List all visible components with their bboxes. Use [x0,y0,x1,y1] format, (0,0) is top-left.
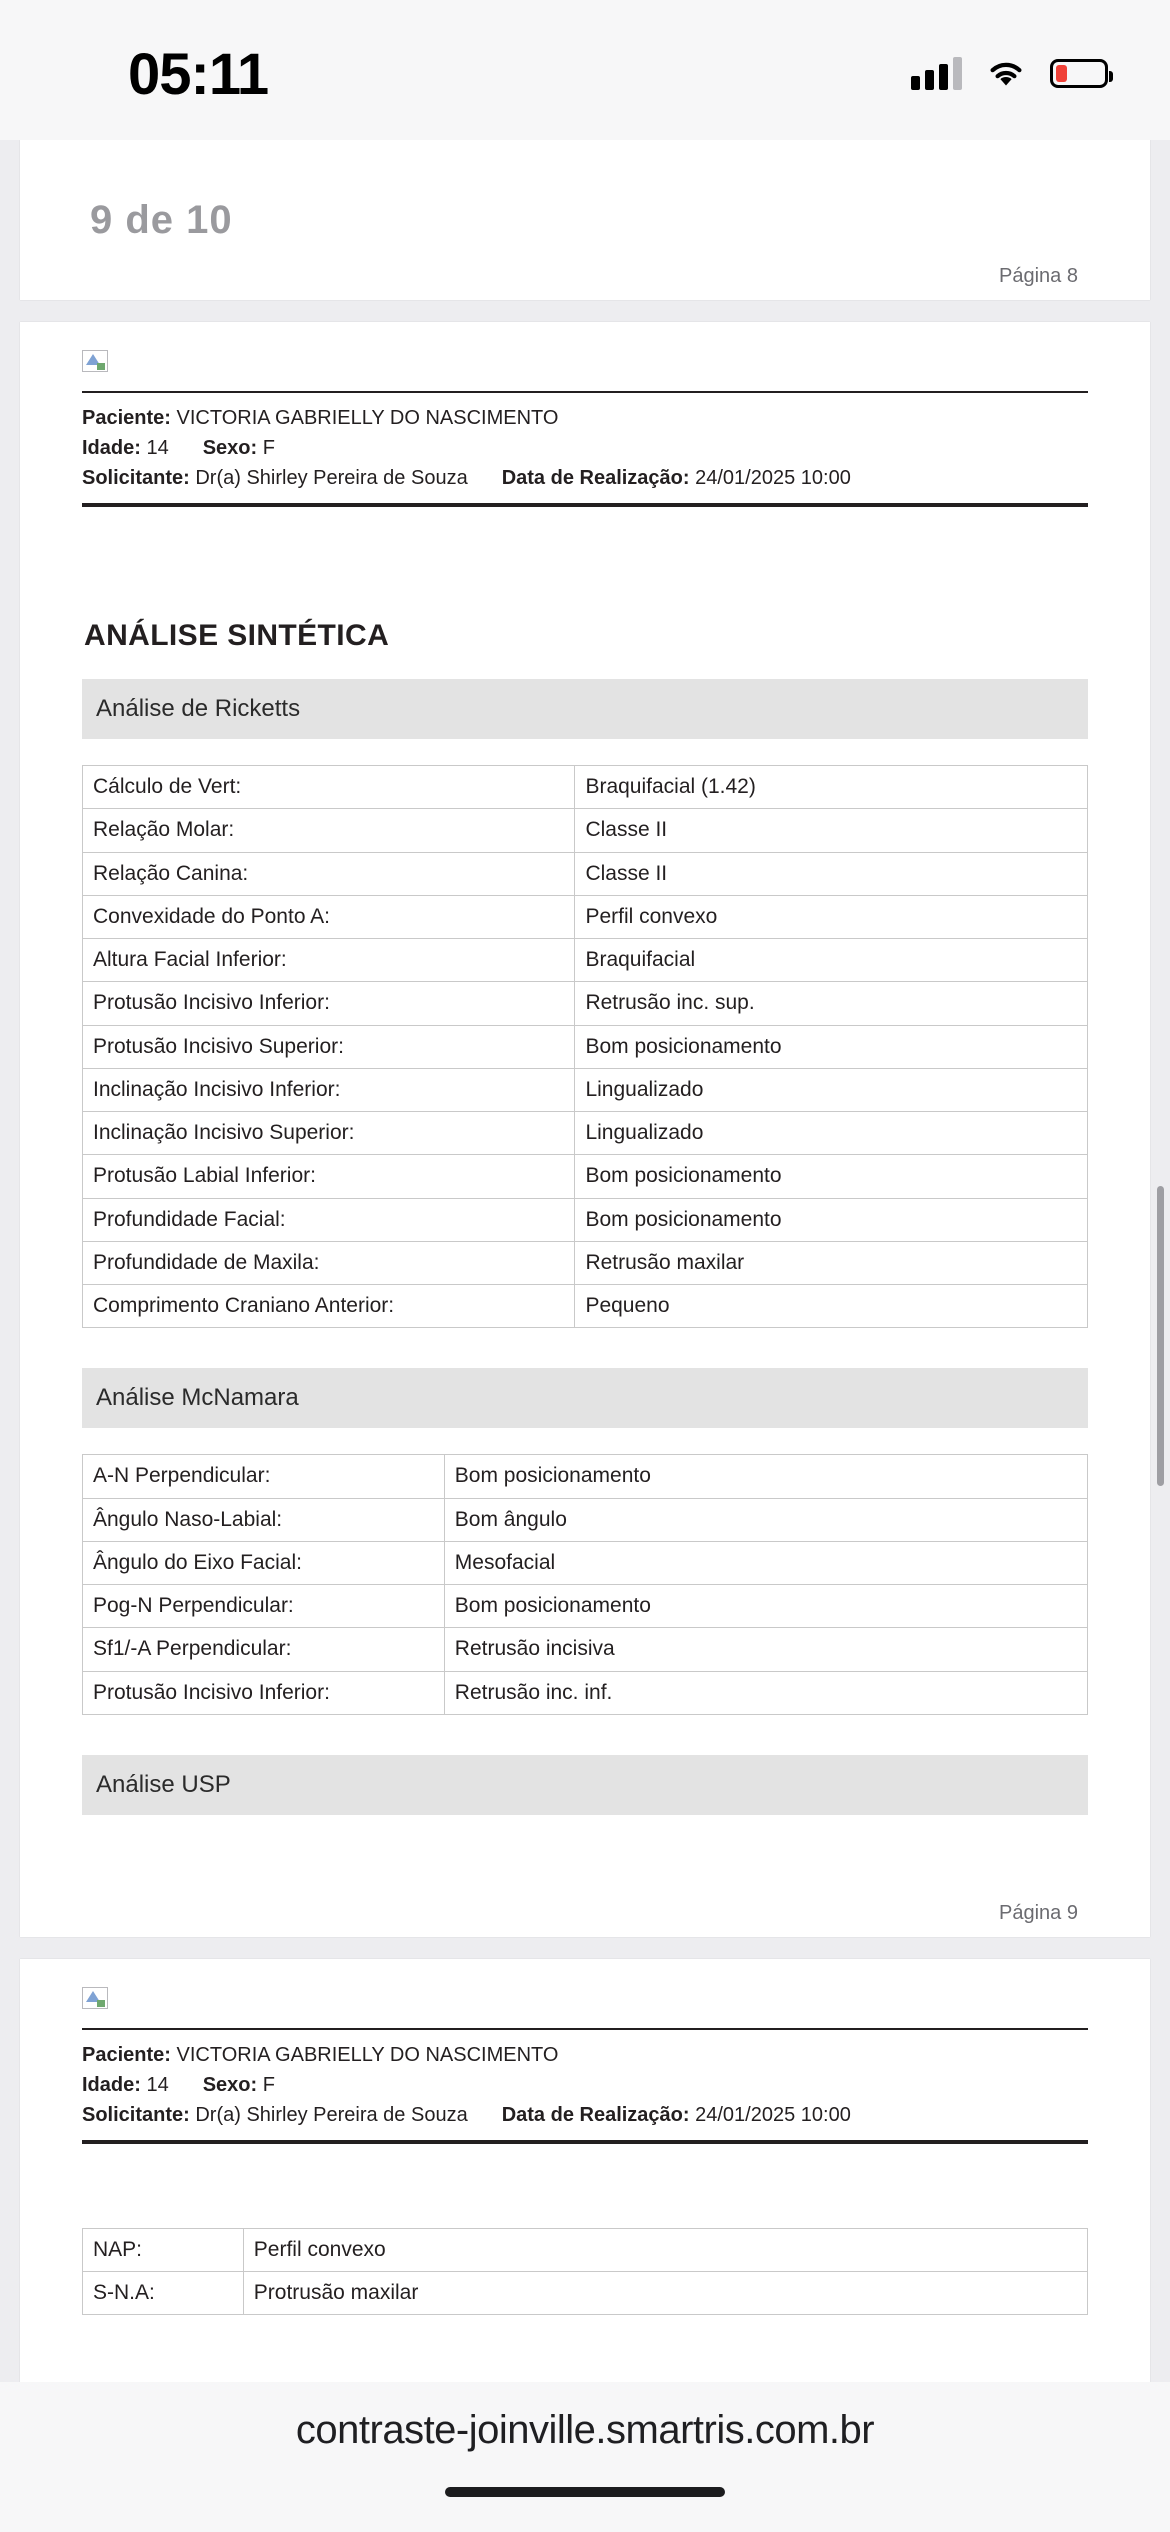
home-indicator[interactable] [445,2487,725,2497]
header-divider-top [82,2028,1088,2030]
url-text[interactable]: contraste-joinville.smartris.com.br [295,2408,875,2452]
table-row: Relação Molar: Classe II [83,809,1088,852]
patient-header [82,2040,1088,2130]
table-row: Sf1/-A Perpendicular: Retrusão incisiva [83,1628,1088,1671]
table-row: Protusão Incisivo Inferior: Retrusão inc. sup. [83,982,1088,1025]
battery-low-icon [1050,59,1108,88]
table-row: Protusão Incisivo Inferior: Retrusão inc. inf. [83,1671,1088,1714]
age-value: 14 [146,2073,169,2096]
age-value: 14 [146,437,169,459]
header-divider-bottom [82,503,1088,507]
table-row: Cálculo de Vert: Braquifacial (1.42) [83,766,1088,809]
sex-label: Sexo: [202,437,258,459]
pdf-page-8-fragment [20,140,1150,300]
sex-value: F [262,437,275,459]
subsection-header-usp: Análise USP [82,1755,1088,1815]
table-row: Ângulo Naso-Labial: Bom ângulo [83,1498,1088,1541]
sex-label: Sexo: [202,2073,258,2096]
page-counter: 9 de 10 [90,198,233,242]
subsection-header-mcnamara: Análise McNamara [82,1368,1088,1428]
table-row: Protusão Labial Inferior: Bom posicionamento [83,1155,1088,1198]
header-divider-bottom [82,2140,1088,2144]
table-row: S-N.A: Protrusão maxilar [83,2272,1088,2315]
exam-date-label: Data de Realização: [501,467,690,489]
pdf-document-viewer[interactable] [0,140,1170,2382]
page-footer-label: Página 9 [999,1901,1078,1924]
exam-date-value: 24/01/2025 10:00 [695,2103,851,2126]
table-row: Profundidade Facial: Bom posicionamento [83,1198,1088,1241]
requester-label: Solicitante: [82,467,190,489]
table-row: A-N Perpendicular: Bom posicionamento [83,1455,1088,1498]
requester-value: Dr(a) Shirley Pereira de Souza [195,467,468,489]
age-label: Idade: [82,2073,141,2096]
status-bar [0,0,1170,140]
mcnamara-table [82,1454,1088,1715]
sex-value: F [262,2073,275,2096]
table-row: NAP: Perfil convexo [83,2228,1088,2271]
table-row: Comprimento Craniano Anterior: Pequeno [83,1285,1088,1328]
status-bar-clock: 05:11 [128,41,269,107]
status-bar-indicators [911,56,1108,90]
requester-value: Dr(a) Shirley Pereira de Souza [195,2103,468,2126]
patient-label: Paciente: [82,2043,171,2066]
patient-value: VICTORIA GABRIELLY DO NASCIMENTO [176,2043,559,2066]
cellular-signal-icon [911,56,962,90]
vertical-scrollbar[interactable] [1157,1186,1164,1486]
subsection-header-ricketts: Análise de Ricketts [82,679,1088,739]
age-label: Idade: [82,437,141,459]
table-row: Convexidade do Ponto A: Perfil convexo [83,895,1088,938]
patient-header [82,403,1088,493]
pdf-page-9 [20,322,1150,1937]
usp-empty-area [82,1823,1088,1893]
page-footer-label: Página 8 [999,265,1078,287]
broken-image-icon [82,1987,108,2009]
table-row: Protusão Incisivo Superior: Bom posicionamento [83,1025,1088,1068]
ricketts-table [82,765,1088,1328]
exam-date-value: 24/01/2025 10:00 [695,467,851,489]
table-row: Profundidade de Maxila: Retrusão maxilar [83,1241,1088,1284]
table-row: Inclinação Incisivo Superior: Lingualizado [83,1112,1088,1155]
pdf-page-10 [20,1959,1150,2382]
broken-image-icon [82,350,108,372]
table-row: Ângulo do Eixo Facial: Mesofacial [83,1541,1088,1584]
table-row: Inclinação Incisivo Inferior: Lingualizado [83,1068,1088,1111]
table-row: Altura Facial Inferior: Braquifacial [83,939,1088,982]
header-divider-top [82,391,1088,393]
patient-label: Paciente: [82,407,171,429]
table-row: Pog-N Perpendicular: Bom posicionamento [83,1585,1088,1628]
exam-date-label: Data de Realização: [501,2103,690,2126]
browser-url-bar[interactable] [0,2382,1170,2532]
table-row: Relação Canina: Classe II [83,852,1088,895]
requester-label: Solicitante: [82,2103,190,2126]
page-title: ANÁLISE SINTÉTICA [84,619,390,652]
patient-value: VICTORIA GABRIELLY DO NASCIMENTO [176,407,559,429]
wifi-icon [984,57,1028,89]
usp-table [82,2228,1088,2316]
